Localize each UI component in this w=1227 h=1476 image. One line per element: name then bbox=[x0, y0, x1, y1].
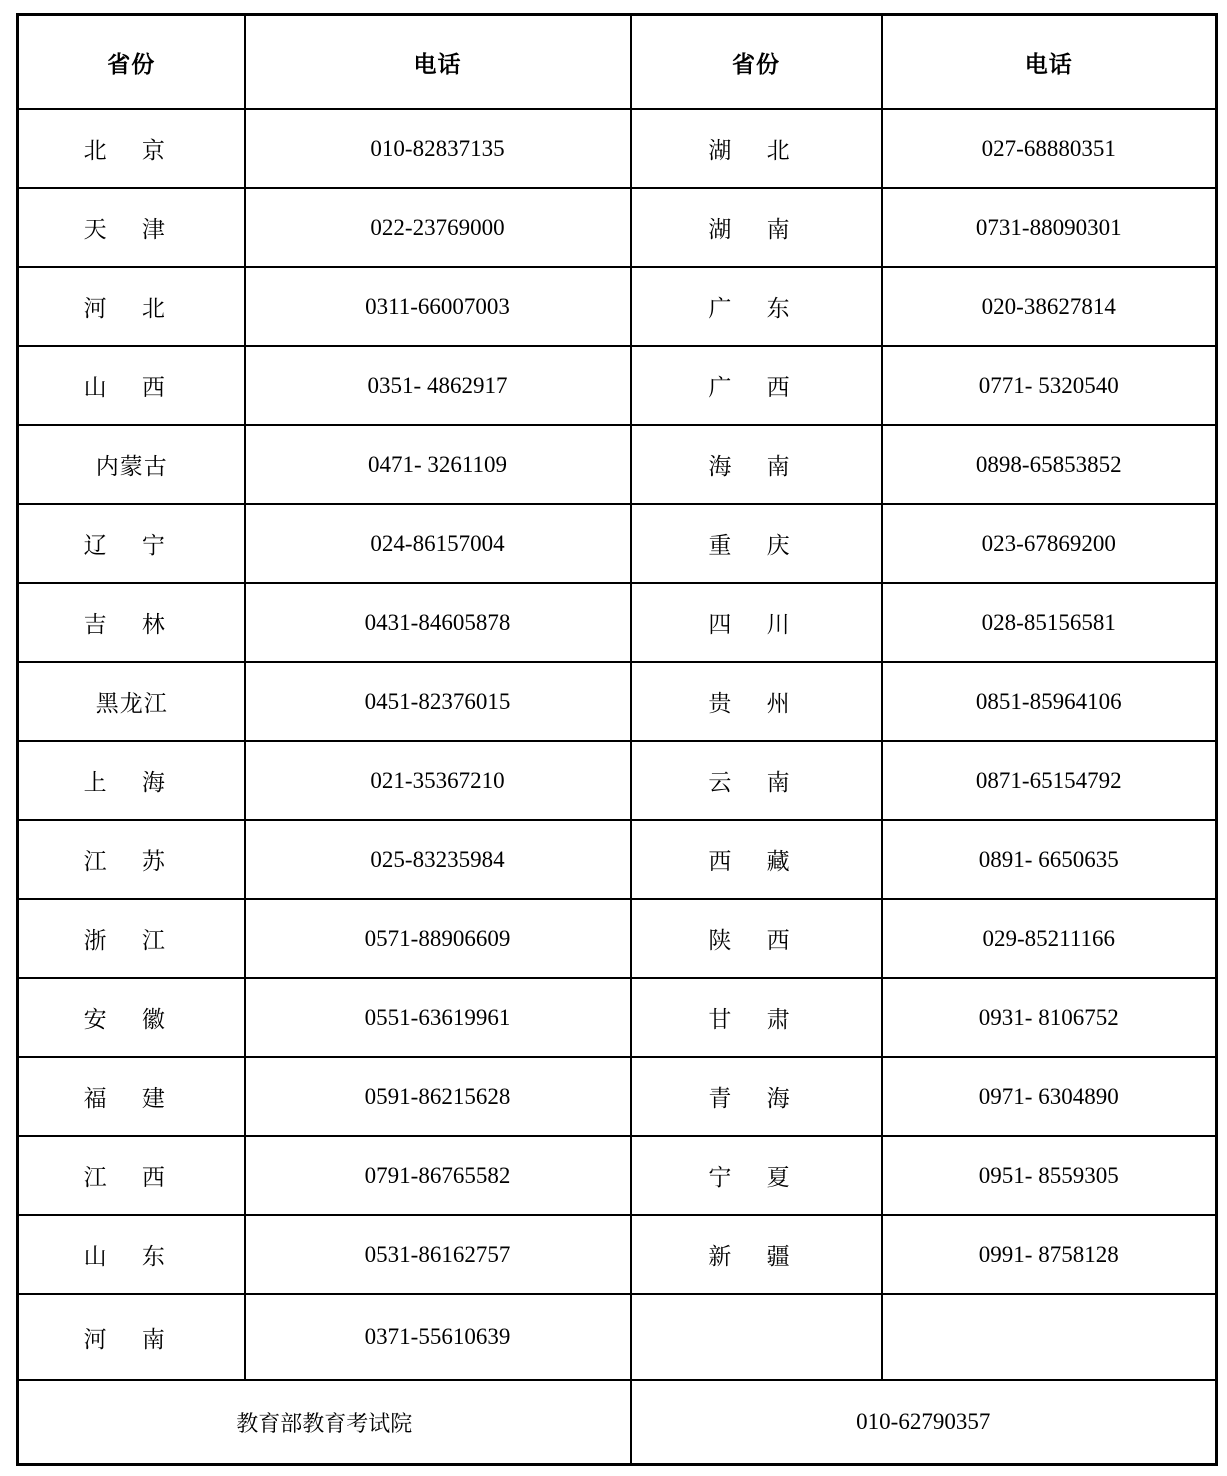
province-cell-right: 陕 西 bbox=[631, 899, 882, 978]
phone-cell-left: 0551-63619961 bbox=[245, 978, 631, 1057]
province-cell-left: 安 徽 bbox=[18, 978, 245, 1057]
province-cell-right: 四 川 bbox=[631, 583, 882, 662]
footer-organization-name: 教育部教育考试院 bbox=[18, 1380, 631, 1465]
province-cell-right: 西 藏 bbox=[631, 820, 882, 899]
footer-row bbox=[18, 1380, 1217, 1465]
table-row bbox=[18, 899, 1217, 978]
province-cell-left: 上 海 bbox=[18, 741, 245, 820]
phone-cell-left: 0791-86765582 bbox=[245, 1136, 631, 1215]
phone-cell-right: 0851-85964106 bbox=[882, 662, 1217, 741]
table-row bbox=[18, 1057, 1217, 1136]
table-row bbox=[18, 978, 1217, 1057]
province-cell-left: 北 京 bbox=[18, 109, 245, 188]
header-phone-right: 电话 bbox=[882, 15, 1217, 110]
phone-cell-right: 028-85156581 bbox=[882, 583, 1217, 662]
province-cell-left: 福 建 bbox=[18, 1057, 245, 1136]
phone-cell-right: 0951- 8559305 bbox=[882, 1136, 1217, 1215]
table-row bbox=[18, 662, 1217, 741]
province-cell-left: 河 北 bbox=[18, 267, 245, 346]
province-cell-right: 贵 州 bbox=[631, 662, 882, 741]
phone-cell-left: 0571-88906609 bbox=[245, 899, 631, 978]
phone-cell-right: 0991- 8758128 bbox=[882, 1215, 1217, 1294]
header-phone-left: 电话 bbox=[245, 15, 631, 110]
phone-cell-right: 023-67869200 bbox=[882, 504, 1217, 583]
table-row bbox=[18, 1294, 1217, 1380]
phone-cell-left: 0451-82376015 bbox=[245, 662, 631, 741]
phone-cell-left: 0591-86215628 bbox=[245, 1057, 631, 1136]
phone-cell-right bbox=[882, 1294, 1217, 1380]
province-cell-right: 新 疆 bbox=[631, 1215, 882, 1294]
province-cell-left: 河 南 bbox=[18, 1294, 245, 1380]
table-row bbox=[18, 109, 1217, 188]
province-cell-right bbox=[631, 1294, 882, 1380]
phone-cell-left: 0471- 3261109 bbox=[245, 425, 631, 504]
province-cell-left: 山 东 bbox=[18, 1215, 245, 1294]
phone-cell-right: 029-85211166 bbox=[882, 899, 1217, 978]
phone-cell-right: 0971- 6304890 bbox=[882, 1057, 1217, 1136]
phone-cell-right: 020-38627814 bbox=[882, 267, 1217, 346]
table-row bbox=[18, 267, 1217, 346]
phone-cell-right: 0771- 5320540 bbox=[882, 346, 1217, 425]
province-cell-left: 浙 江 bbox=[18, 899, 245, 978]
phone-cell-left: 010-82837135 bbox=[245, 109, 631, 188]
table-row bbox=[18, 1215, 1217, 1294]
province-cell-left: 山 西 bbox=[18, 346, 245, 425]
table-row bbox=[18, 583, 1217, 662]
table-row bbox=[18, 425, 1217, 504]
header-province-left: 省份 bbox=[18, 15, 245, 110]
phone-cell-right: 0731-88090301 bbox=[882, 188, 1217, 267]
province-cell-right: 湖 北 bbox=[631, 109, 882, 188]
table-row bbox=[18, 741, 1217, 820]
table-body bbox=[18, 109, 1217, 1380]
phone-cell-left: 0351- 4862917 bbox=[245, 346, 631, 425]
phone-cell-right: 0891- 6650635 bbox=[882, 820, 1217, 899]
phone-cell-left: 0431-84605878 bbox=[245, 583, 631, 662]
province-cell-left: 吉 林 bbox=[18, 583, 245, 662]
province-cell-right: 广 西 bbox=[631, 346, 882, 425]
province-cell-right: 广 东 bbox=[631, 267, 882, 346]
footer-organization-phone: 010-62790357 bbox=[631, 1380, 1217, 1465]
province-cell-left: 黑龙江 bbox=[18, 662, 245, 741]
phone-cell-left: 024-86157004 bbox=[245, 504, 631, 583]
phone-cell-left: 025-83235984 bbox=[245, 820, 631, 899]
province-cell-right: 甘 肃 bbox=[631, 978, 882, 1057]
phone-cell-left: 0371-55610639 bbox=[245, 1294, 631, 1380]
province-cell-right: 云 南 bbox=[631, 741, 882, 820]
phone-cell-left: 0531-86162757 bbox=[245, 1215, 631, 1294]
contact-table bbox=[16, 13, 1218, 1466]
phone-cell-right: 0931- 8106752 bbox=[882, 978, 1217, 1057]
phone-cell-right: 027-68880351 bbox=[882, 109, 1217, 188]
table-row bbox=[18, 188, 1217, 267]
phone-cell-right: 0898-65853852 bbox=[882, 425, 1217, 504]
phone-cell-left: 022-23769000 bbox=[245, 188, 631, 267]
table-row bbox=[18, 820, 1217, 899]
table-row bbox=[18, 504, 1217, 583]
province-cell-left: 天 津 bbox=[18, 188, 245, 267]
province-cell-left: 江 西 bbox=[18, 1136, 245, 1215]
table-row bbox=[18, 346, 1217, 425]
phone-cell-left: 0311-66007003 bbox=[245, 267, 631, 346]
province-cell-left: 辽 宁 bbox=[18, 504, 245, 583]
header-province-right: 省份 bbox=[631, 15, 882, 110]
province-cell-right: 海 南 bbox=[631, 425, 882, 504]
phone-cell-left: 021-35367210 bbox=[245, 741, 631, 820]
phone-cell-right: 0871-65154792 bbox=[882, 741, 1217, 820]
province-cell-right: 宁 夏 bbox=[631, 1136, 882, 1215]
province-cell-right: 湖 南 bbox=[631, 188, 882, 267]
province-cell-right: 重 庆 bbox=[631, 504, 882, 583]
table-row bbox=[18, 1136, 1217, 1215]
table-header-row bbox=[18, 15, 1217, 110]
province-cell-left: 内蒙古 bbox=[18, 425, 245, 504]
province-cell-left: 江 苏 bbox=[18, 820, 245, 899]
province-cell-right: 青 海 bbox=[631, 1057, 882, 1136]
